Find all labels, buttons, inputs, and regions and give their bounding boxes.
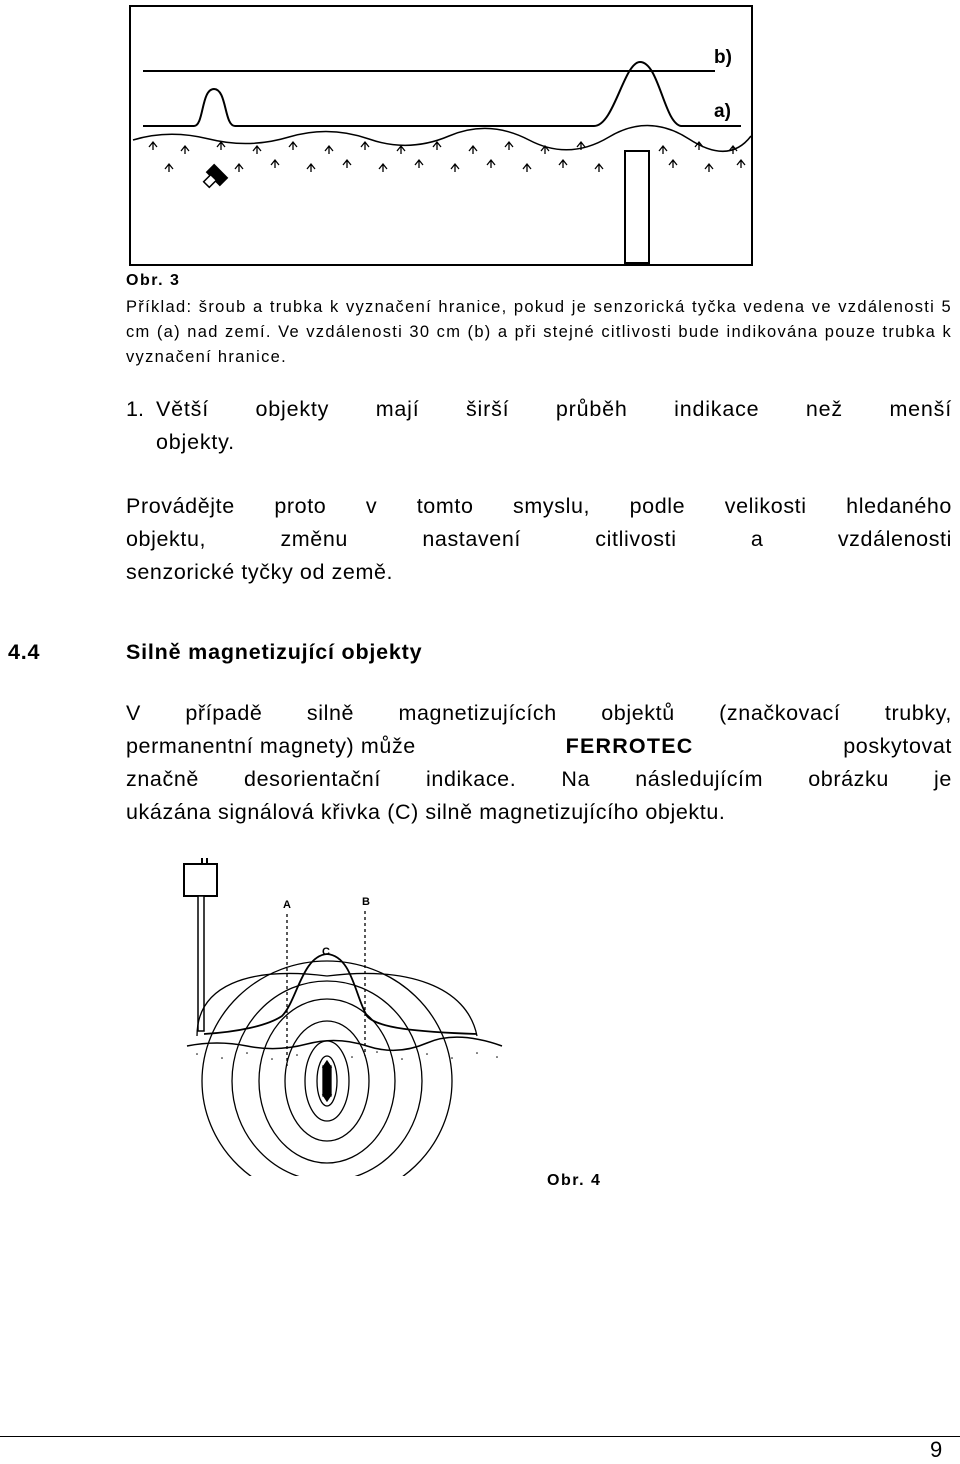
field-line — [197, 974, 477, 1037]
label-a: a) — [714, 101, 731, 122]
grass-tufts — [149, 142, 745, 172]
paragraph-2-line1: V případě silně magnetizujících objektů (značkovací trubky, — [126, 701, 952, 725]
label-c: C — [322, 946, 330, 958]
figure-3-caption-title: Obr. 3 — [126, 272, 181, 289]
figure-3-drawing — [129, 5, 753, 267]
figure-4-caption: Obr. 4 — [547, 1172, 602, 1189]
magnet-object — [323, 1066, 331, 1096]
label-a: A — [283, 899, 291, 911]
label-b: B — [362, 896, 370, 908]
paragraph-2-line3: značně desorientační indikace. Na následujícím obrázku je — [126, 767, 952, 791]
list-item-number: 1. — [126, 397, 144, 421]
paragraph-1 — [126, 490, 952, 589]
ground-surface — [133, 125, 751, 151]
paragraph-2-line2 — [126, 730, 952, 763]
figure-4 — [177, 856, 517, 1176]
footer-rule — [0, 1436, 960, 1437]
brand-name: FERROTEC — [565, 734, 694, 758]
detector-box — [184, 864, 217, 896]
paragraph-2-line2-pre: permanentní magnety) může — [126, 734, 416, 758]
paragraph-1-line2: objektu, změnu nastavení citlivosti a vzdálenosti — [126, 527, 952, 551]
soil-dots — [196, 1051, 498, 1060]
paragraph-2-line2-post: poskytovat — [843, 734, 952, 758]
paragraph-2 — [126, 697, 952, 829]
figure-3 — [129, 5, 753, 267]
section-title: Silně magnetizující objekty — [126, 640, 423, 664]
detector-rod — [198, 896, 204, 1031]
page-number: 9 — [930, 1437, 943, 1462]
paragraph-1-line1: Provádějte proto v tomto smyslu, podle velikosti hledaného — [126, 494, 952, 518]
list-item-text-line1: Větší objekty mají širší průběh indikace než menší — [156, 397, 952, 421]
paragraph-2-line4: ukázána signálová křivka (C) silně magnetizujícího objektu. — [126, 800, 726, 824]
figure-3-caption-text: Příklad: šroub a trubka k vyznačení hranice, pokud je senzorická tyčka vedena ve vzdálenosti 5 cm (a) nad zemí. Ve vzdálenosti 30 cm (b) a při stejné citlivosti bude indikována pouze trubka k vyznačení hranice. — [126, 298, 952, 366]
ground-surface — [187, 1037, 502, 1050]
paragraph-1-line3: senzorické tyčky od země. — [126, 560, 394, 584]
figure-4-drawing — [177, 856, 517, 1176]
label-b: b) — [714, 47, 732, 68]
list-item-text-line2: objekty. — [156, 430, 235, 454]
section-number: 4.4 — [8, 640, 41, 664]
marker-pipe — [625, 151, 649, 263]
screw-object — [204, 164, 229, 188]
